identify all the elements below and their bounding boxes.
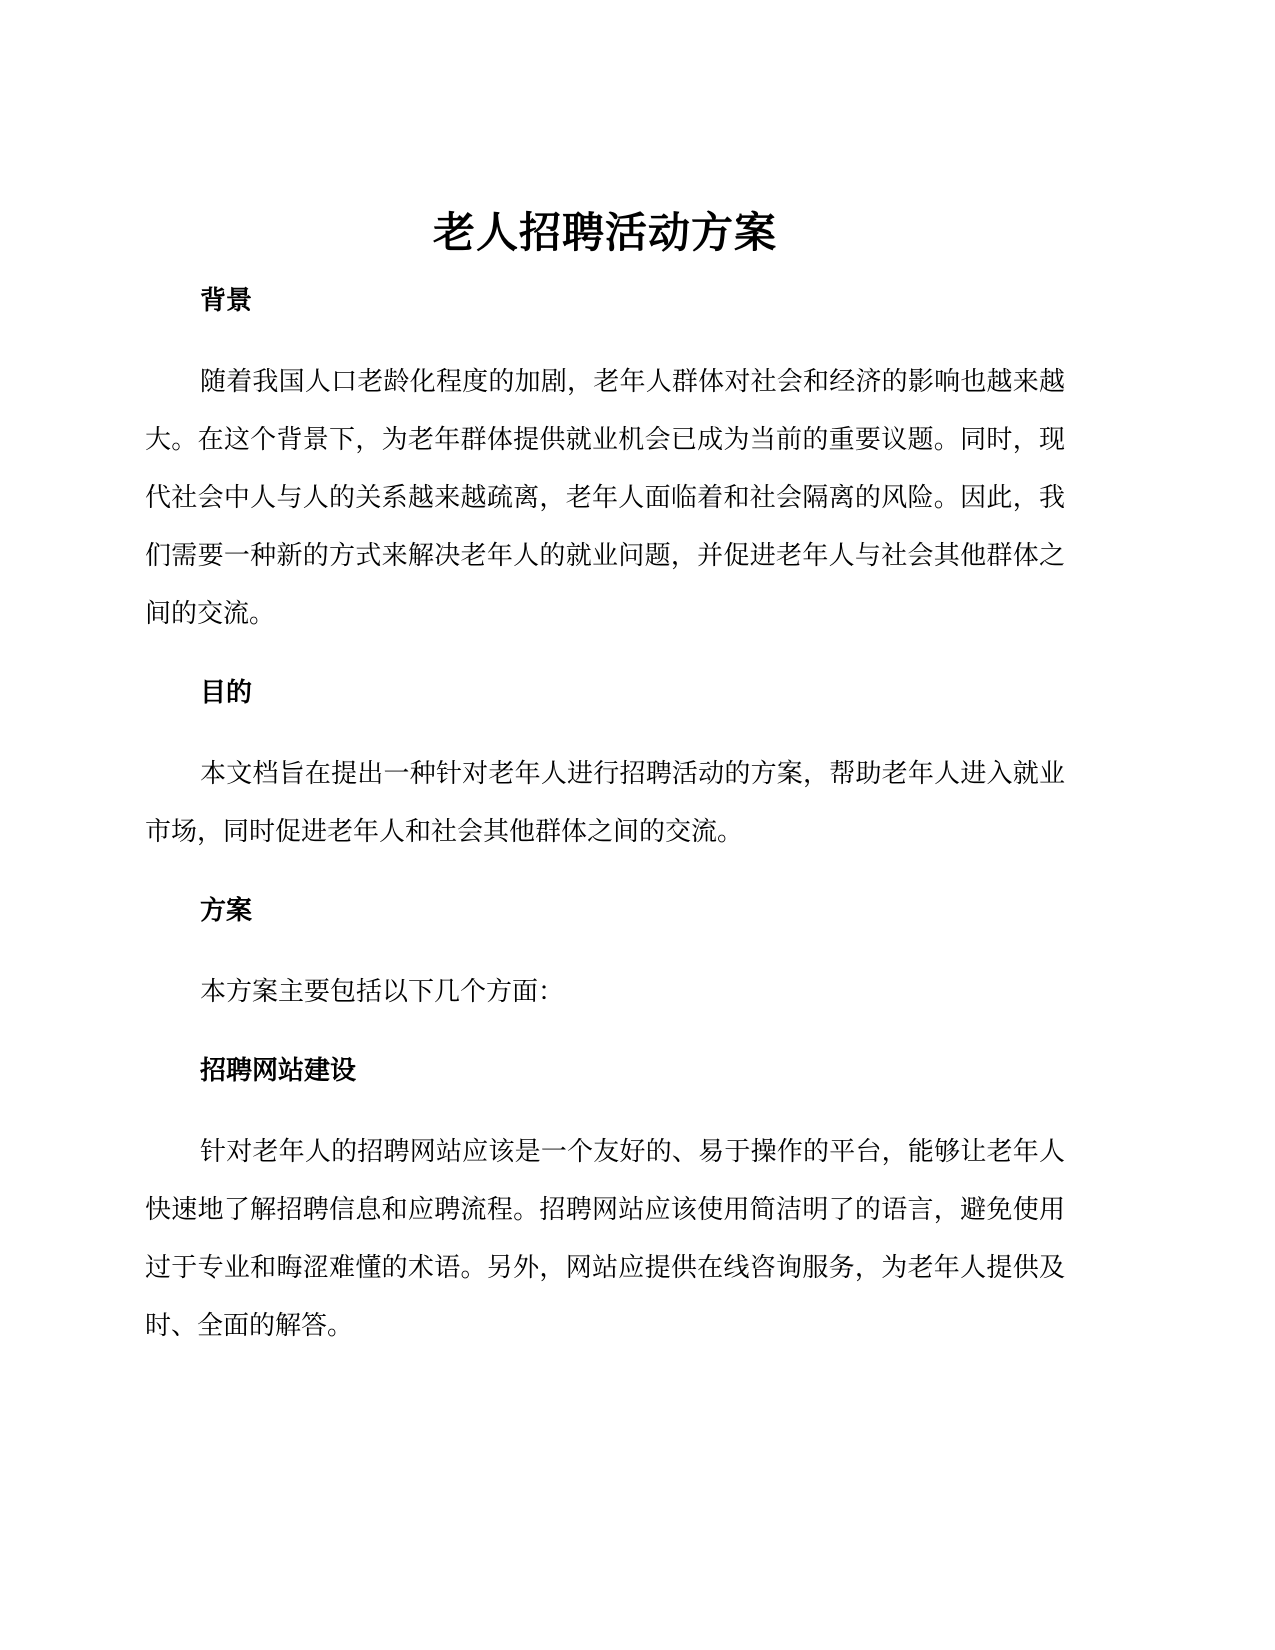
section-heading: 方案	[200, 896, 253, 926]
section-background	[145, 281, 1065, 643]
document-body	[145, 205, 1065, 1355]
section-paragraph: 针对老年人的招聘网站应该是一个友好的、易于操作的平台，能够让老年人快速地了解招聘信息和应聘流程。招聘网站应该使用简洁明了的语言，避免使用过于专业和晦涩难懂的术语。另外，网站应提供在线咨询服务，为老年人提供及时、全面的解答。	[145, 1137, 1065, 1341]
section-heading: 背景	[200, 286, 253, 316]
section-website	[145, 1051, 1065, 1355]
section-heading: 目的	[200, 678, 253, 708]
section-paragraph: 本文档旨在提出一种针对老年人进行招聘活动的方案，帮助老年人进入就业市场，同时促进老年人和社会其他群体之间的交流。	[145, 759, 1065, 847]
section-paragraph: 随着我国人口老龄化程度的加剧，老年人群体对社会和经济的影响也越来越大。在这个背景下，为老年群体提供就业机会已成为当前的重要议题。同时，现代社会中人与人的关系越来越疏离，老年人面临着和社会隔离的风险。因此，我们需要一种新的方式来解决老年人的就业问题，并促进老年人与社会其他群体之间的交流。	[145, 367, 1065, 629]
section-purpose	[145, 673, 1065, 861]
document-title: 老人招聘活动方案	[432, 208, 777, 257]
section-plan	[145, 891, 1065, 1021]
section-paragraph: 本方案主要包括以下几个方面：	[200, 977, 565, 1007]
section-heading: 招聘网站建设	[200, 1056, 357, 1086]
